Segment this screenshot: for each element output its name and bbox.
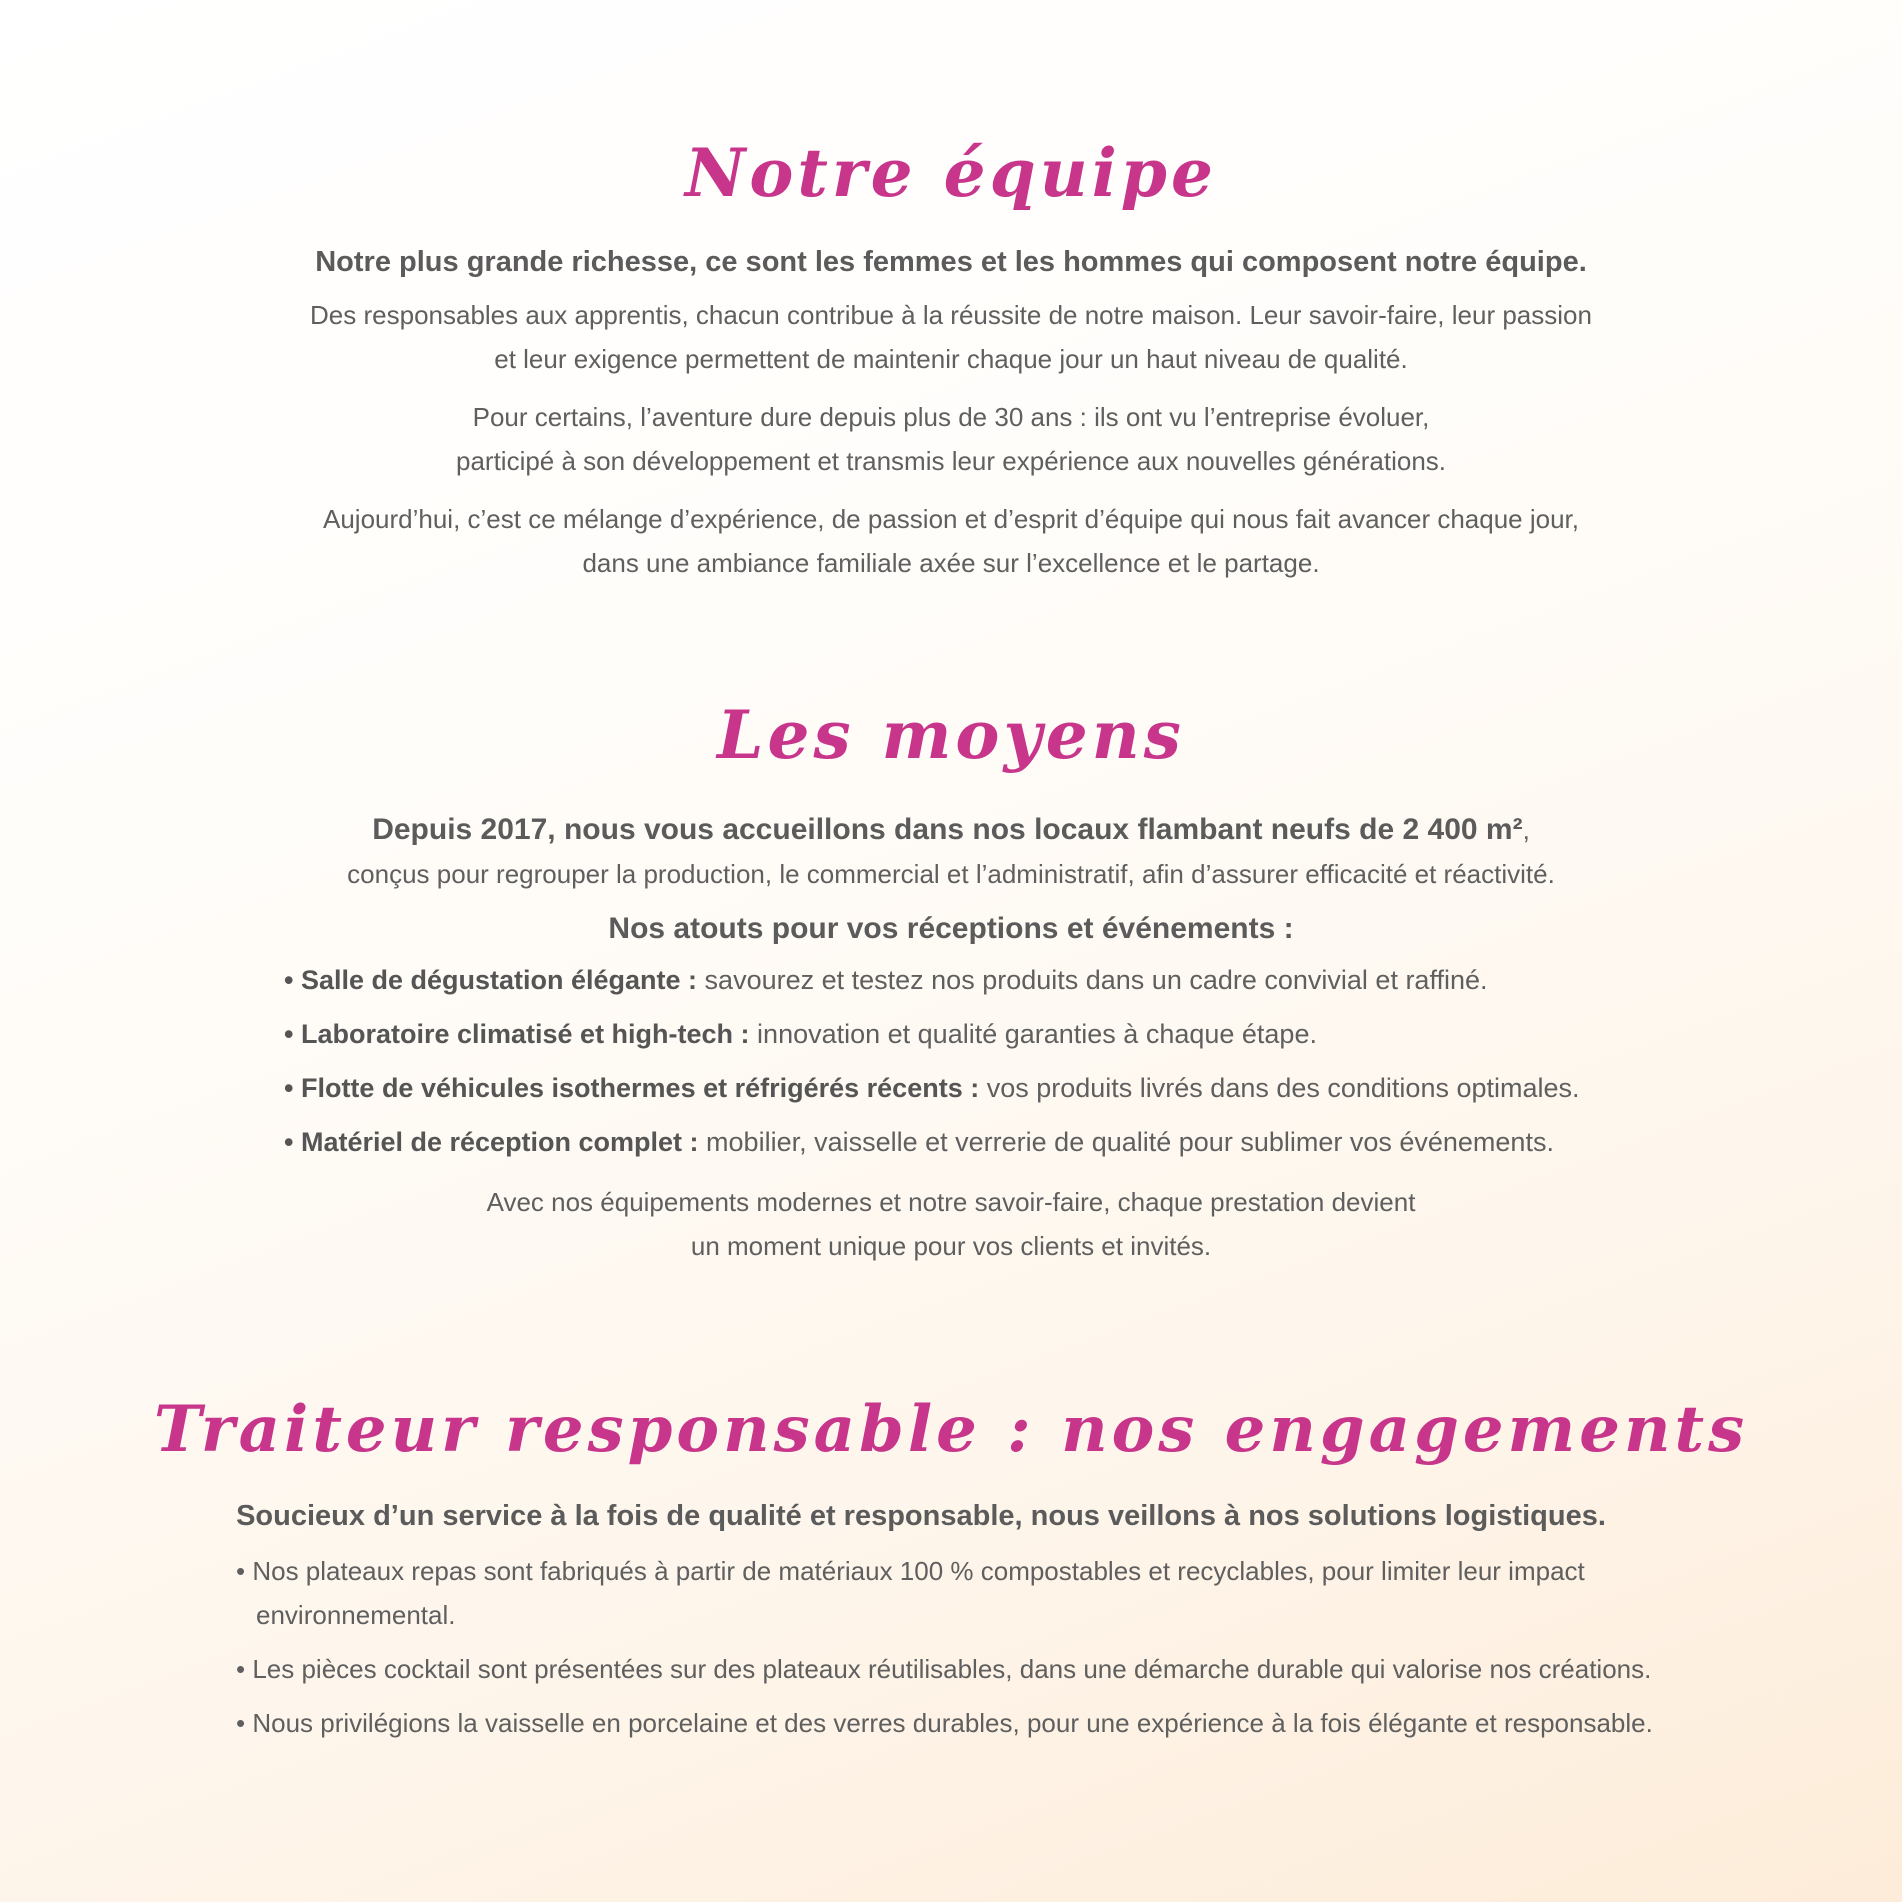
item-text: • Nous privilégions la vaisselle en porcelaine et des verres durables, pour une expérience à la fois élégante et responsable. xyxy=(236,1708,1653,1738)
atouts-list xyxy=(284,962,1902,1160)
section-moyens xyxy=(0,696,1902,1268)
item-text: innovation et qualité garanties à chaque étape. xyxy=(749,1019,1317,1049)
item-label: • Laboratoire climatisé et high-tech : xyxy=(284,1019,750,1049)
paragraph-line: conçus pour regrouper la production, le commercial et l’administratif, afin d’assurer efficacité et réactivité. xyxy=(347,859,1555,889)
paragraph-line: participé à son développement et transmis leur expérience aux nouvelles générations. xyxy=(455,446,1447,476)
section-lead: Soucieux d’un service à la fois de qualité et responsable, nous veillons à nos solutions logistiques. xyxy=(236,1500,1606,1532)
section-title: Les moyens xyxy=(717,696,1185,774)
section-equipe xyxy=(0,134,1902,585)
paragraph-line: Avec nos équipements modernes et notre savoir-faire, chaque prestation devient xyxy=(486,1187,1416,1217)
paragraph-line: Pour certains, l’aventure dure depuis plus de 30 ans : ils ont vu l’entreprise évoluer, xyxy=(472,402,1430,432)
list-item xyxy=(284,1124,1902,1160)
item-text: vos produits livrés dans des conditions optimales. xyxy=(979,1073,1580,1103)
section-title: Traiteur responsable : nos engagements xyxy=(153,1392,1749,1467)
item-text: mobilier, vaisselle et verrerie de qualité pour sublimer vos événements. xyxy=(698,1127,1554,1157)
paragraph-line: dans une ambiance familiale axée sur l’excellence et le partage. xyxy=(582,548,1320,578)
lead-tail: , xyxy=(1522,815,1530,845)
item-text: • Les pièces cocktail sont présentées sur des plateaux réutilisables, dans une démarche durable qui valorise nos créations. xyxy=(236,1654,1652,1684)
list-item xyxy=(236,1549,1802,1637)
paragraph xyxy=(0,293,1902,381)
list-item xyxy=(284,1016,1902,1052)
section-title: Notre équipe xyxy=(685,134,1217,212)
item-text: environnemental. xyxy=(256,1600,456,1630)
section-lead: Notre plus grande richesse, ce sont les femmes et les hommes qui composent notre équipe. xyxy=(315,246,1587,278)
list-item xyxy=(284,962,1902,998)
item-text: savourez et testez nos produits dans un cadre convivial et raffiné. xyxy=(697,965,1488,995)
item-text: • Nos plateaux repas sont fabriqués à partir de matériaux 100 % compostables et recyclables, pour limiter leur impact xyxy=(236,1556,1585,1586)
list-item xyxy=(284,1070,1902,1106)
atouts-heading: Nos atouts pour vos réceptions et événements : xyxy=(608,912,1294,945)
paragraph xyxy=(0,497,1902,585)
list-item xyxy=(236,1701,1802,1745)
lead-bold: Depuis 2017, nous vous accueillons dans nos locaux flambant neufs de 2 400 m² xyxy=(372,813,1523,846)
paragraph xyxy=(0,395,1902,483)
section-lead xyxy=(0,808,1902,896)
engagements-list xyxy=(236,1549,1802,1745)
item-label: • Flotte de véhicules isothermes et réfrigérés récents : xyxy=(284,1073,980,1103)
item-label: • Matériel de réception complet : xyxy=(284,1127,699,1157)
lead-line xyxy=(0,808,1902,852)
paragraph-line: Aujourd’hui, c’est ce mélange d’expérience, de passion et d’esprit d’équipe qui nous fait avancer chaque jour, xyxy=(322,504,1580,534)
list-item xyxy=(236,1647,1802,1691)
closing-paragraph xyxy=(0,1180,1902,1268)
paragraph-line: Des responsables aux apprentis, chacun contribue à la réussite de notre maison. Leur savoir-faire, leur passion xyxy=(310,300,1592,330)
paragraph-line: et leur exigence permettent de maintenir chaque jour un haut niveau de qualité. xyxy=(494,344,1408,374)
paragraph-line: un moment unique pour vos clients et invités. xyxy=(690,1231,1212,1261)
section-engagements xyxy=(0,1392,1902,1745)
item-label: • Salle de dégustation élégante : xyxy=(284,965,698,995)
